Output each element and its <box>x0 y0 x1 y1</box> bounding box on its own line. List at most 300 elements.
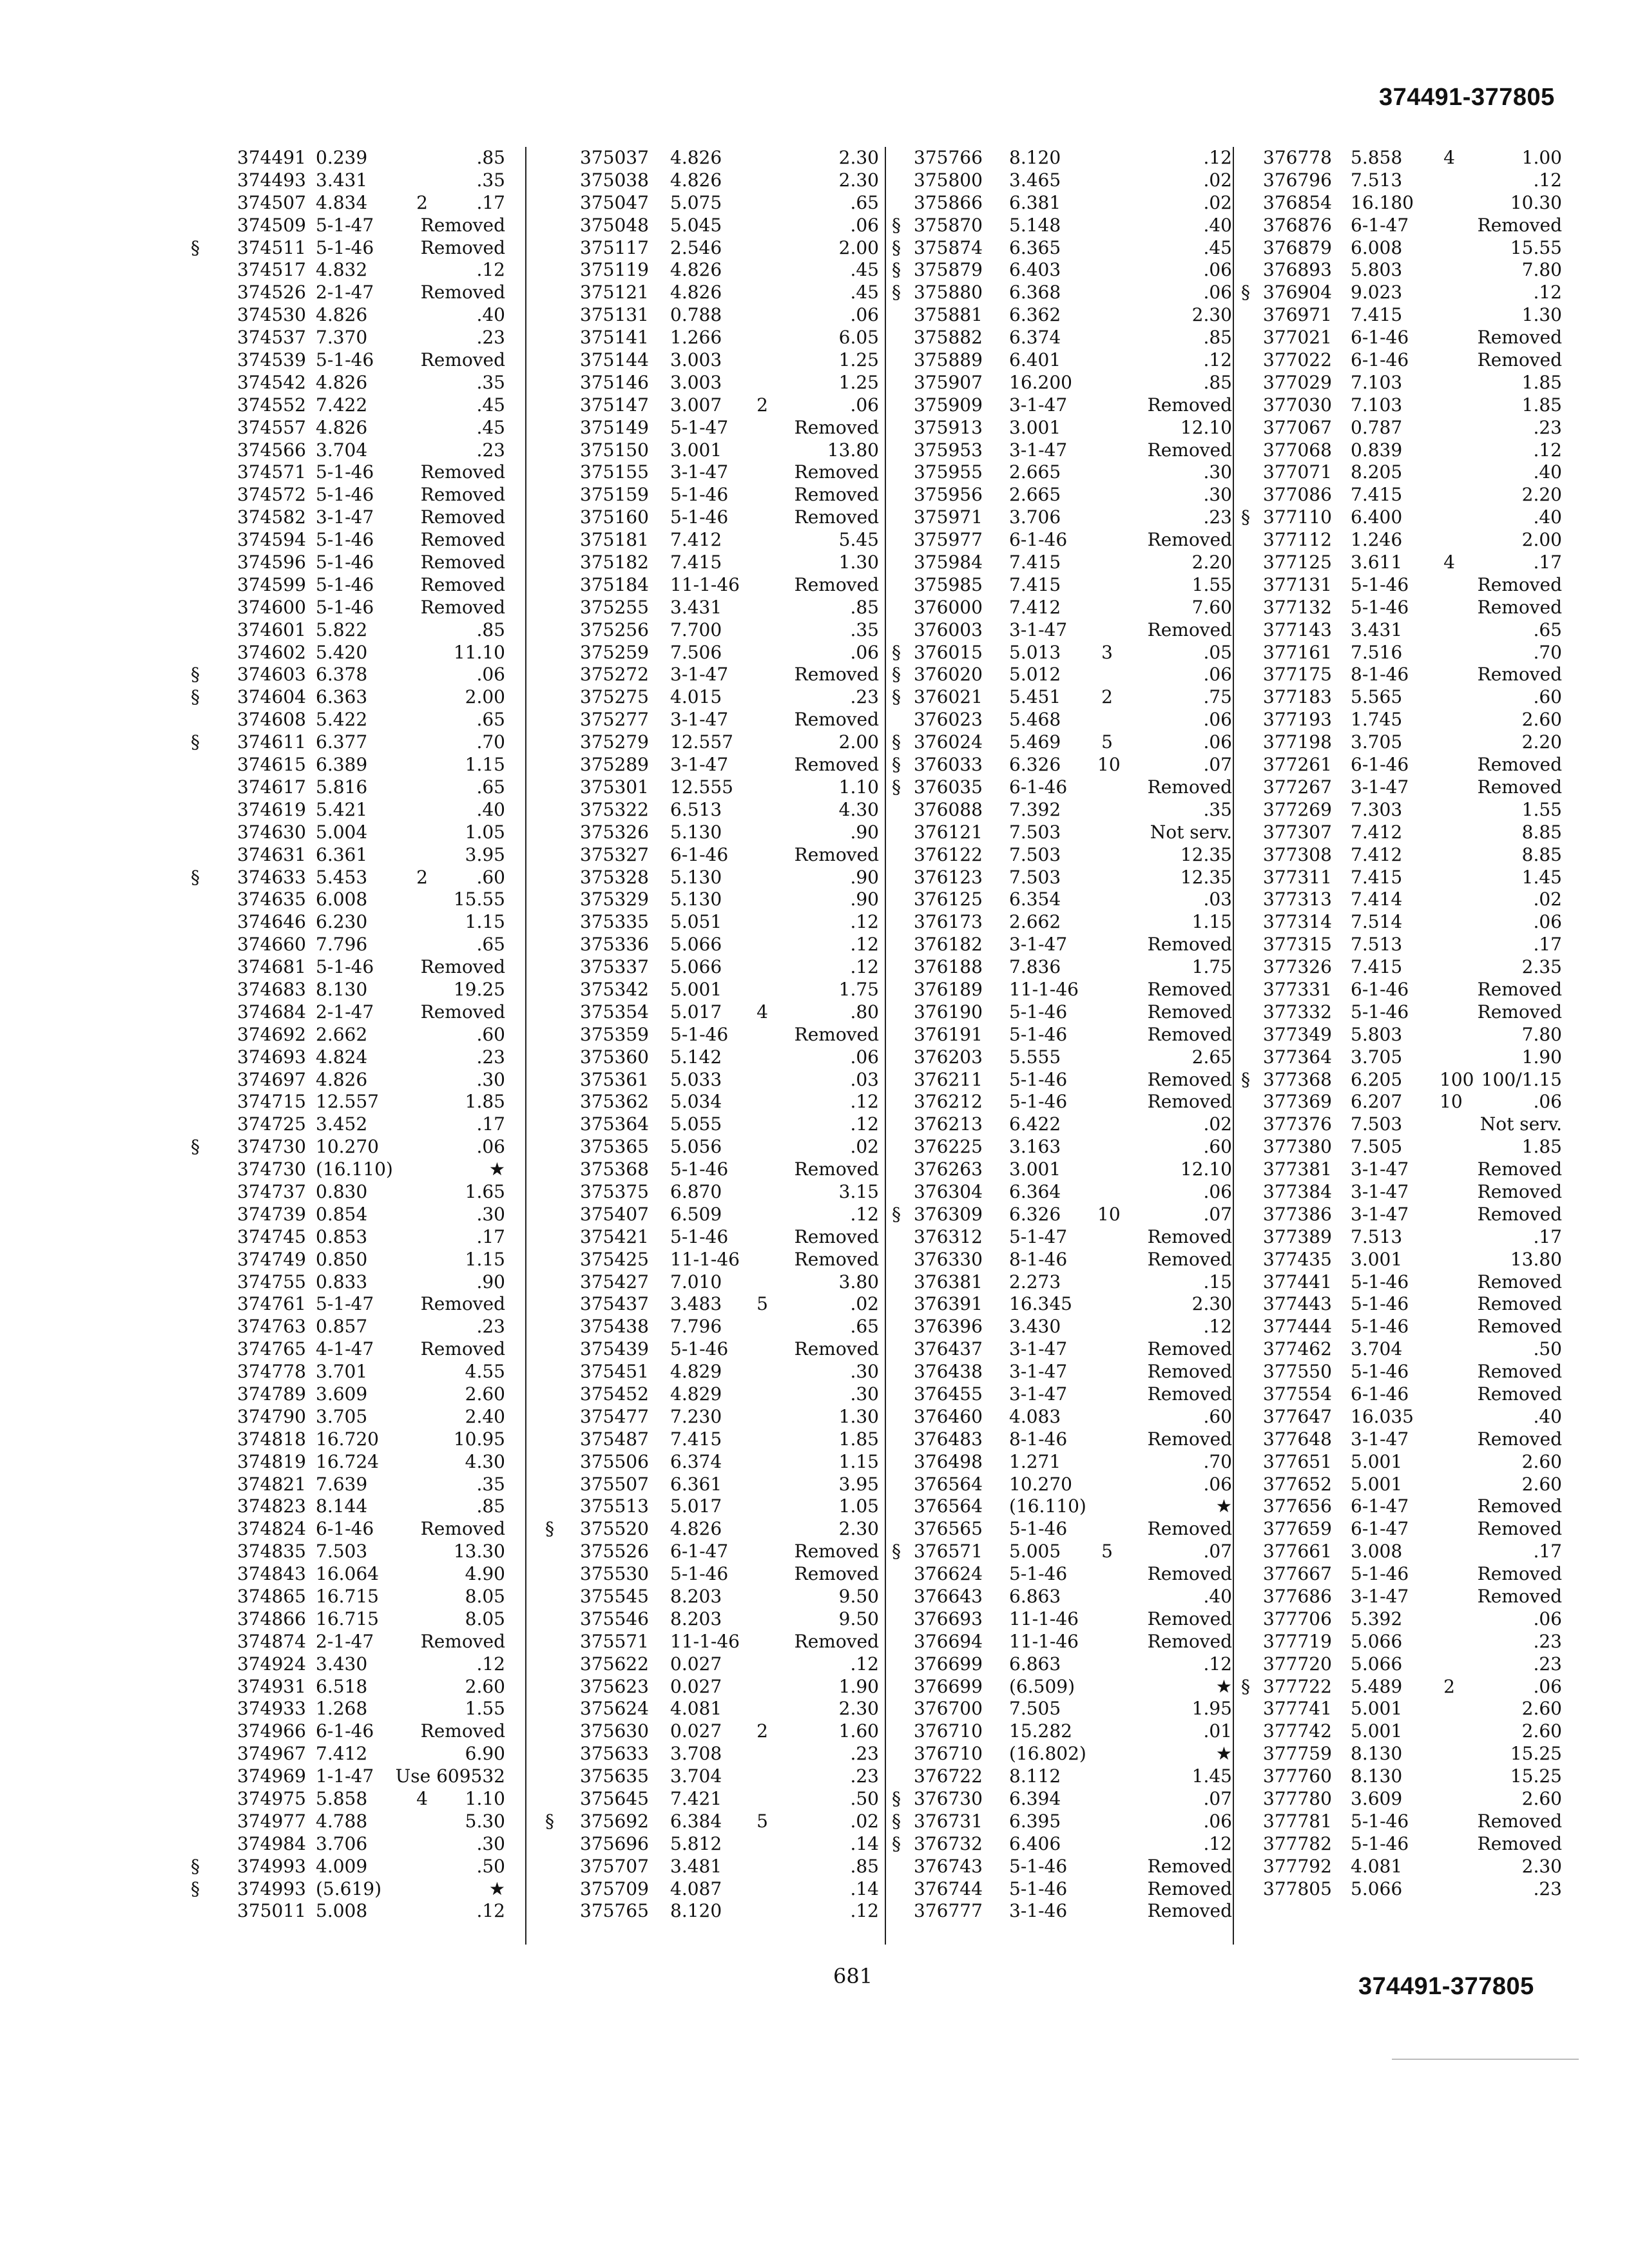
table-row <box>541 597 879 619</box>
patent-number: 377719 <box>1263 1630 1332 1652</box>
patent-number: 375335 <box>580 911 649 933</box>
rate-or-date: 5-1-47 <box>1009 1225 1068 1247</box>
table-row <box>888 1293 1232 1316</box>
table-row <box>888 1406 1232 1428</box>
table-row <box>187 799 505 822</box>
table-row <box>187 1338 505 1361</box>
table-row <box>1237 956 1562 979</box>
rate-or-date: 12.557 <box>670 731 733 753</box>
table-row <box>541 822 879 844</box>
amount: 4.55 <box>465 1361 505 1383</box>
rate-or-date: 5-1-46 <box>1351 573 1409 595</box>
patent-number: 375623 <box>580 1675 649 1697</box>
amount: Removed <box>420 1630 505 1652</box>
table-row <box>541 1046 879 1069</box>
table-row <box>1237 215 1562 237</box>
table-row <box>888 259 1232 282</box>
patent-number: 375329 <box>580 889 649 910</box>
amount: Removed <box>420 552 505 573</box>
patent-number: 375882 <box>914 327 983 349</box>
patent-number: 375421 <box>580 1225 649 1247</box>
patent-number: 376122 <box>914 843 983 865</box>
amount: Removed <box>1477 978 1562 1000</box>
rate-or-date: 5.033 <box>670 1068 722 1090</box>
rate-or-date: 6.364 <box>1009 1180 1061 1202</box>
rate-or-date: 1.745 <box>1351 709 1403 731</box>
amount: 7.80 <box>1521 1023 1562 1045</box>
table-row <box>187 1001 505 1024</box>
patent-number: 374619 <box>237 798 306 820</box>
patent-number: 377435 <box>1263 1248 1332 1270</box>
section-mark: § <box>545 1518 554 1540</box>
rate-or-date: 3.706 <box>316 1832 368 1854</box>
table-row <box>1237 1608 1562 1631</box>
table-row <box>187 956 505 979</box>
amount: .02 <box>1203 1113 1232 1135</box>
patent-number: 377331 <box>1263 978 1332 1000</box>
patent-number: 375692 <box>580 1810 649 1832</box>
patent-number: 374823 <box>237 1495 306 1517</box>
patent-number: 374600 <box>237 596 306 618</box>
rate-or-date: 5-1-46 <box>1351 1001 1409 1023</box>
rate-or-date: 5.148 <box>1009 214 1061 236</box>
rate-or-date: 6-1-47 <box>1351 1518 1409 1540</box>
page-range-footer: 374491-377805 <box>1358 1973 1534 2000</box>
patent-number: 377269 <box>1263 798 1332 820</box>
patent-number: 374865 <box>237 1586 306 1607</box>
amount: .45 <box>850 259 879 281</box>
patent-number: 375360 <box>580 1046 649 1068</box>
table-row <box>1237 461 1562 484</box>
rate-or-date: 3.452 <box>316 1113 368 1135</box>
section-mark: § <box>191 236 200 258</box>
patent-number: 376437 <box>914 1338 983 1360</box>
table-row <box>187 844 505 867</box>
rate-or-date: 5.555 <box>1009 1046 1061 1068</box>
amount: Removed <box>794 1541 879 1562</box>
amount: .23 <box>1203 506 1232 528</box>
amount: Removed <box>1477 1316 1562 1338</box>
table-row <box>541 1811 879 1833</box>
patent-number: 375425 <box>580 1248 649 1270</box>
table-row <box>1237 439 1562 462</box>
amount: .03 <box>850 1068 879 1090</box>
table-row <box>541 1361 879 1383</box>
table-row <box>541 1474 879 1496</box>
patent-number: 374993 <box>237 1855 306 1877</box>
patent-number: 375354 <box>580 1001 649 1023</box>
patent-number: 377805 <box>1263 1878 1332 1899</box>
patent-number: 374537 <box>237 327 306 349</box>
rate-or-date: 7.412 <box>1351 821 1403 843</box>
rate-or-date: 5-1-46 <box>670 506 729 528</box>
patent-number: 376123 <box>914 866 983 888</box>
table-row <box>1237 1676 1562 1698</box>
amount: Removed <box>1477 1293 1562 1315</box>
rate-or-date: 2-1-47 <box>316 1001 374 1023</box>
rate-or-date: 3-1-47 <box>670 709 729 731</box>
patent-number: 376743 <box>914 1855 983 1877</box>
amount: Removed <box>420 1338 505 1360</box>
patent-number: 375630 <box>580 1720 649 1742</box>
rate-or-date: 5.012 <box>1009 664 1061 686</box>
amount: .06 <box>850 641 879 663</box>
column-divider <box>525 147 526 1945</box>
amount: Removed <box>1147 1248 1232 1270</box>
rate-or-date: 7.412 <box>670 529 722 551</box>
amount: .90 <box>476 1271 505 1293</box>
patent-number: 375800 <box>914 169 983 191</box>
table-row <box>541 394 879 417</box>
amount: 1.60 <box>838 1720 879 1742</box>
patent-number: 374596 <box>237 552 306 573</box>
patent-number: 377132 <box>1263 596 1332 618</box>
patent-number: 375337 <box>580 956 649 978</box>
rate-or-date: 7.796 <box>316 934 368 956</box>
amount: .23 <box>850 686 879 708</box>
table-row <box>187 349 505 372</box>
patent-number: 375439 <box>580 1338 649 1360</box>
patent-number: 376777 <box>914 1900 983 1922</box>
table-row <box>1237 754 1562 776</box>
patent-number: 376700 <box>914 1698 983 1720</box>
amount: Removed <box>1147 619 1232 640</box>
rate-or-date: 7.503 <box>1009 821 1061 843</box>
table-row <box>541 417 879 439</box>
patent-number: 375530 <box>580 1563 649 1585</box>
patent-number: 376455 <box>914 1383 983 1405</box>
table-row <box>187 1563 505 1586</box>
section-mark: § <box>892 1203 901 1225</box>
table-row <box>888 484 1232 506</box>
patent-number: 374984 <box>237 1832 306 1854</box>
amount: 2.30 <box>838 1518 879 1540</box>
rate-or-date: 7.503 <box>316 1541 368 1562</box>
rate-or-date: 3-1-47 <box>1009 1383 1068 1405</box>
amount: Removed <box>1147 1855 1232 1877</box>
table-row <box>1237 1158 1562 1181</box>
rate-or-date: 0.787 <box>1351 416 1403 438</box>
rate-or-date: 3.001 <box>1009 1158 1061 1180</box>
amount: .65 <box>850 1316 879 1338</box>
table-row <box>1237 889 1562 911</box>
rate-or-date: 1-1-47 <box>316 1765 374 1787</box>
table-row <box>541 1181 879 1204</box>
rate-or-date: 5-1-46 <box>316 461 374 483</box>
patent-number: 375707 <box>580 1855 649 1877</box>
rate-or-date: 5-1-46 <box>316 956 374 978</box>
patent-number: 376438 <box>914 1361 983 1383</box>
table-row <box>541 215 879 237</box>
rate-or-date: 5-1-46 <box>316 596 374 618</box>
amount: .65 <box>476 709 505 731</box>
patent-number: 374737 <box>237 1180 306 1202</box>
rate-or-date: 5-1-46 <box>1009 1001 1068 1023</box>
amount: ★ <box>488 1878 505 1899</box>
amount: Removed <box>794 1248 879 1270</box>
table-row <box>888 552 1232 574</box>
patent-number: 377067 <box>1263 416 1332 438</box>
table-row <box>541 574 879 597</box>
patent-number: 376015 <box>914 641 983 663</box>
amount: .12 <box>850 911 879 933</box>
rate-or-date: 8.130 <box>1351 1743 1403 1765</box>
amount: .65 <box>1533 619 1562 640</box>
patent-number: 377651 <box>1263 1450 1332 1472</box>
amount: .12 <box>1203 349 1232 371</box>
amount: Removed <box>420 214 505 236</box>
patent-number: 374763 <box>237 1316 306 1338</box>
rate-or-date: 8-1-46 <box>1351 664 1409 686</box>
amount: .06 <box>1533 1091 1562 1113</box>
amount: Removed <box>1147 1608 1232 1629</box>
amount: .30 <box>850 1361 879 1383</box>
patent-number: 374725 <box>237 1113 306 1135</box>
table-row <box>888 372 1232 394</box>
rate-or-date: 12.557 <box>316 1091 379 1113</box>
rate-or-date: 6.870 <box>670 1180 722 1202</box>
rate-or-date: (16.110) <box>1009 1495 1086 1517</box>
patent-number: 374608 <box>237 709 306 731</box>
table-row <box>541 1765 879 1788</box>
table-row <box>541 1249 879 1271</box>
amount: Removed <box>794 1158 879 1180</box>
patent-number: 374821 <box>237 1473 306 1495</box>
amount: 1.45 <box>1191 1765 1232 1787</box>
patent-number: 375984 <box>914 552 983 573</box>
scan-artifact <box>1392 2059 1579 2060</box>
patent-number: 375545 <box>580 1586 649 1607</box>
amount: 1.10 <box>465 1788 505 1810</box>
rate-or-date: 7.796 <box>670 1316 722 1338</box>
amount: 10.30 <box>1510 191 1562 213</box>
group-count: 5 <box>1101 1541 1113 1562</box>
table-row <box>187 911 505 934</box>
table-row <box>888 529 1232 552</box>
table-row <box>541 192 879 215</box>
amount: .14 <box>850 1832 879 1854</box>
rate-or-date: 7.421 <box>670 1788 722 1810</box>
amount: .07 <box>1203 754 1232 776</box>
rate-or-date: 5.420 <box>316 641 368 663</box>
table-row <box>1237 934 1562 956</box>
rate-or-date: 3.431 <box>670 596 722 618</box>
table-row <box>888 1743 1232 1765</box>
table-row <box>1237 799 1562 822</box>
table-column-4 <box>1237 147 1562 1900</box>
patent-number: 375571 <box>580 1630 649 1652</box>
table-row <box>888 574 1232 597</box>
table-row <box>187 1451 505 1474</box>
table-row <box>1237 1204 1562 1226</box>
table-row <box>888 327 1232 349</box>
rate-or-date: 7.010 <box>670 1271 722 1293</box>
amount: .02 <box>850 1293 879 1315</box>
rate-or-date: 7.415 <box>1351 484 1403 506</box>
table-row <box>541 1204 879 1226</box>
patent-number: 375881 <box>914 304 983 326</box>
patent-number: 376694 <box>914 1630 983 1652</box>
patent-number: 375866 <box>914 191 983 213</box>
table-row <box>541 1676 879 1698</box>
table-row <box>1237 1765 1562 1788</box>
table-row <box>1237 506 1562 529</box>
amount: .17 <box>1533 934 1562 956</box>
rate-or-date: 6.374 <box>670 1450 722 1472</box>
table-row <box>1237 1361 1562 1383</box>
amount: Removed <box>1147 1023 1232 1045</box>
table-row <box>187 1608 505 1631</box>
patent-number: 377308 <box>1263 843 1332 865</box>
rate-or-date: 7.513 <box>1351 934 1403 956</box>
amount: 1.30 <box>838 1405 879 1427</box>
group-count: 2 <box>416 866 428 888</box>
table-row <box>541 1563 879 1586</box>
rate-or-date: 4.826 <box>670 147 722 168</box>
table-row <box>1237 327 1562 349</box>
amount: Removed <box>420 1001 505 1023</box>
rate-or-date: 6.205 <box>1351 1068 1403 1090</box>
rate-or-date: 2-1-47 <box>316 1630 374 1652</box>
patent-number: 375622 <box>580 1653 649 1675</box>
amount: .12 <box>1203 1653 1232 1675</box>
rate-or-date: 6-1-46 <box>1351 349 1409 371</box>
rate-or-date: 4.826 <box>670 169 722 191</box>
rate-or-date: 6.389 <box>316 754 368 776</box>
rate-or-date: 5-1-46 <box>316 552 374 573</box>
table-row <box>1237 394 1562 417</box>
amount: Removed <box>1147 1338 1232 1360</box>
rate-or-date: 3-1-47 <box>1351 1586 1409 1607</box>
amount: .06 <box>1203 259 1232 281</box>
rate-or-date: 5-1-46 <box>1009 1855 1068 1877</box>
table-row <box>187 1249 505 1271</box>
amount: 8.85 <box>1521 843 1562 865</box>
table-row <box>1237 1024 1562 1046</box>
rate-or-date: 4.826 <box>316 371 368 393</box>
amount: 5.45 <box>838 529 879 551</box>
rate-or-date: 3.465 <box>1009 169 1061 191</box>
patent-number: 374790 <box>237 1405 306 1427</box>
amount: Removed <box>1477 1203 1562 1225</box>
amount: Removed <box>794 1630 879 1652</box>
amount: Removed <box>1147 439 1232 461</box>
rate-or-date: 6.403 <box>1009 259 1061 281</box>
amount: .14 <box>850 1878 879 1899</box>
rate-or-date: 6-1-46 <box>1351 754 1409 776</box>
amount: .40 <box>476 798 505 820</box>
patent-number: 375870 <box>914 214 983 236</box>
rate-or-date: 8-1-46 <box>1009 1248 1068 1270</box>
rate-or-date: 2.273 <box>1009 1271 1061 1293</box>
patent-number: 375889 <box>914 349 983 371</box>
amount: Removed <box>1477 573 1562 595</box>
table-row <box>187 1428 505 1451</box>
rate-or-date: 5-1-46 <box>1009 1091 1068 1113</box>
amount: ★ <box>1215 1675 1232 1697</box>
patent-number: 374491 <box>237 147 306 168</box>
patent-number: 376796 <box>1263 169 1332 191</box>
table-row <box>888 799 1232 822</box>
amount: Removed <box>420 1293 505 1315</box>
table-row <box>1237 282 1562 304</box>
table-column-1 <box>187 147 505 1923</box>
table-row <box>888 282 1232 304</box>
amount: 1.85 <box>1521 394 1562 416</box>
rate-or-date: 11-1-46 <box>670 573 740 595</box>
table-row <box>1237 1271 1562 1294</box>
patent-number: 374631 <box>237 843 306 865</box>
patent-number: 376876 <box>1263 214 1332 236</box>
table-row <box>1237 1743 1562 1765</box>
table-row <box>187 979 505 1001</box>
table-row <box>187 1765 505 1788</box>
amount: .65 <box>850 191 879 213</box>
patent-number: 375506 <box>580 1450 649 1472</box>
amount: .35 <box>850 619 879 640</box>
patent-number: 374933 <box>237 1698 306 1720</box>
amount: Removed <box>1477 1495 1562 1517</box>
table-row <box>1237 731 1562 754</box>
patent-number: 375368 <box>580 1158 649 1180</box>
table-row <box>888 1226 1232 1249</box>
amount: 3.95 <box>465 843 505 865</box>
patent-number: 377175 <box>1263 664 1332 686</box>
amount: .12 <box>850 934 879 956</box>
group-count: 100 <box>1440 1068 1474 1090</box>
table-row <box>187 1069 505 1091</box>
table-row <box>1237 1046 1562 1069</box>
rate-or-date: 5.453 <box>316 866 368 888</box>
table-row <box>541 1001 879 1024</box>
amount: 13.30 <box>453 1541 505 1562</box>
rate-or-date: 3-1-47 <box>1351 1158 1409 1180</box>
table-row <box>541 1743 879 1765</box>
amount: .15 <box>1203 1271 1232 1293</box>
table-row <box>541 709 879 731</box>
patent-number: 375909 <box>914 394 983 416</box>
amount: 2.60 <box>465 1675 505 1697</box>
table-row <box>1237 1833 1562 1856</box>
patent-number: 376191 <box>914 1023 983 1045</box>
amount: .65 <box>476 776 505 798</box>
table-row <box>888 1024 1232 1046</box>
rate-or-date: 6.395 <box>1009 1810 1061 1832</box>
patent-number: 376212 <box>914 1091 983 1113</box>
patent-number: 374635 <box>237 889 306 910</box>
table-row <box>541 372 879 394</box>
rate-or-date: 4.832 <box>316 259 368 281</box>
amount: 1.85 <box>838 1428 879 1450</box>
rate-or-date: 7.412 <box>316 1743 368 1765</box>
patent-number: 374924 <box>237 1653 306 1675</box>
section-mark: § <box>191 686 200 708</box>
table-row <box>187 619 505 642</box>
rate-or-date: 4.826 <box>316 304 368 326</box>
amount: .23 <box>1533 1878 1562 1899</box>
amount: 2.20 <box>1521 484 1562 506</box>
amount: .70 <box>476 731 505 753</box>
rate-or-date: 5.816 <box>316 776 368 798</box>
rate-or-date: 8.203 <box>670 1608 722 1629</box>
patent-number: 374692 <box>237 1023 306 1045</box>
patent-number: 376024 <box>914 731 983 753</box>
rate-or-date: 3-1-47 <box>1351 1428 1409 1450</box>
table-row <box>1237 1720 1562 1743</box>
patent-number: 377311 <box>1263 866 1332 888</box>
table-row <box>541 1091 879 1113</box>
amount: .12 <box>850 956 879 978</box>
